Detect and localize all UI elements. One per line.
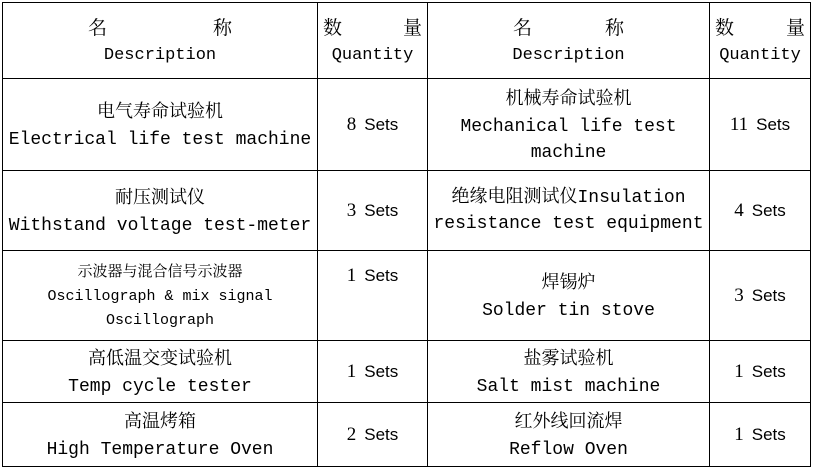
header-name-en: Description [103, 45, 217, 65]
equipment-name-en: Salt mist machine [476, 376, 661, 397]
equipment-name-cell [428, 341, 710, 403]
equipment-quantity-cell [318, 403, 428, 467]
equipment-name-cell [3, 403, 318, 467]
equipment-name-cell [3, 251, 318, 341]
quantity-unit: Sets [751, 285, 786, 305]
table-row [3, 79, 811, 171]
equipment-name-zh: 机械寿命试验机 [505, 87, 632, 109]
quantity-number: 1 [346, 360, 357, 382]
equipment-name-zh: 绝缘电阻测试仪 [451, 186, 578, 207]
header-qty-zh: 数量 [323, 16, 422, 39]
equipment-name-en: Electrical life test machine [8, 129, 312, 150]
equipment-quantity-cell [318, 341, 428, 403]
equipment-name-cell [428, 403, 710, 467]
equipment-name-en: Mechanical life test machine [460, 116, 677, 163]
quantity-unit: Sets [751, 424, 786, 444]
table-row [3, 171, 811, 251]
equipment-name-cell [3, 171, 318, 251]
header-description-left [3, 3, 318, 79]
quantity-number: 11 [729, 113, 749, 135]
equipment-name-en: Temp cycle tester [68, 376, 252, 397]
header-quantity-left [318, 3, 428, 79]
equipment-name-cell [428, 251, 710, 341]
equipment-name-cell [3, 341, 318, 403]
quantity-number: 3 [346, 199, 357, 221]
header-name-zh: 名称 [88, 16, 232, 39]
table-row [3, 341, 811, 403]
quantity-unit: Sets [756, 114, 791, 134]
equipment-quantity-cell [318, 251, 428, 341]
equipment-quantity-cell [318, 171, 428, 251]
quantity-unit: Sets [751, 200, 786, 220]
header-name-en: Description [512, 45, 625, 65]
quantity-number: 1 [734, 423, 744, 445]
quantity-unit: Sets [751, 361, 786, 381]
equipment-quantity-cell [710, 171, 811, 251]
quantity-number: 4 [734, 199, 744, 221]
header-qty-en: Quantity [331, 45, 414, 65]
quantity-unit: Sets [364, 200, 399, 220]
equipment-name-cell [3, 79, 318, 171]
header-row [3, 3, 811, 79]
header-quantity-right [710, 3, 811, 79]
equipment-name-en: Oscillograph & mix signal Oscillograph [47, 288, 273, 329]
quantity-unit: Sets [364, 361, 399, 381]
equipment-table [2, 2, 811, 467]
table-row [3, 251, 811, 341]
equipment-name-en: Withstand voltage test-meter [8, 215, 312, 236]
equipment-name-zh: 焊锡炉 [541, 271, 596, 293]
equipment-name-en: Solder tin stove [482, 300, 655, 321]
equipment-name-zh: 示波器与混合信号示波器 [77, 262, 243, 280]
quantity-number: 1 [346, 265, 357, 286]
equipment-name-en: Reflow Oven [509, 439, 628, 460]
equipment-quantity-cell [710, 341, 811, 403]
equipment-name-zh: 电气寿命试验机 [97, 100, 223, 122]
equipment-name-zh: 红外线回流焊 [514, 410, 623, 432]
header-qty-en: Quantity [719, 45, 801, 65]
quantity-number: 3 [734, 284, 744, 306]
quantity-unit: Sets [364, 114, 399, 134]
equipment-name-en: Insulation resistance test equipment [433, 188, 704, 234]
quantity-number: 1 [734, 360, 744, 382]
equipment-name-zh: 盐雾试验机 [523, 347, 614, 369]
equipment-quantity-cell [710, 79, 811, 171]
quantity-number: 8 [346, 113, 357, 135]
equipment-quantity-cell [318, 79, 428, 171]
equipment-name-cell [428, 171, 710, 251]
quantity-unit: Sets [364, 424, 399, 444]
header-description-right [428, 3, 710, 79]
quantity-unit: Sets [364, 266, 399, 285]
header-qty-zh: 数量 [715, 16, 805, 39]
table-row [3, 403, 811, 467]
equipment-name-zh: 耐压测试仪 [115, 186, 205, 208]
header-name-zh: 名称 [513, 16, 624, 39]
equipment-quantity-cell [710, 251, 811, 341]
quantity-number: 2 [346, 423, 357, 445]
equipment-name-en: High Temperature Oven [46, 439, 274, 460]
equipment-name-cell [428, 79, 710, 171]
equipment-name-zh: 高温烤箱 [124, 410, 196, 432]
equipment-quantity-cell [710, 403, 811, 467]
equipment-name-zh: 高低温交变试验机 [88, 347, 232, 369]
